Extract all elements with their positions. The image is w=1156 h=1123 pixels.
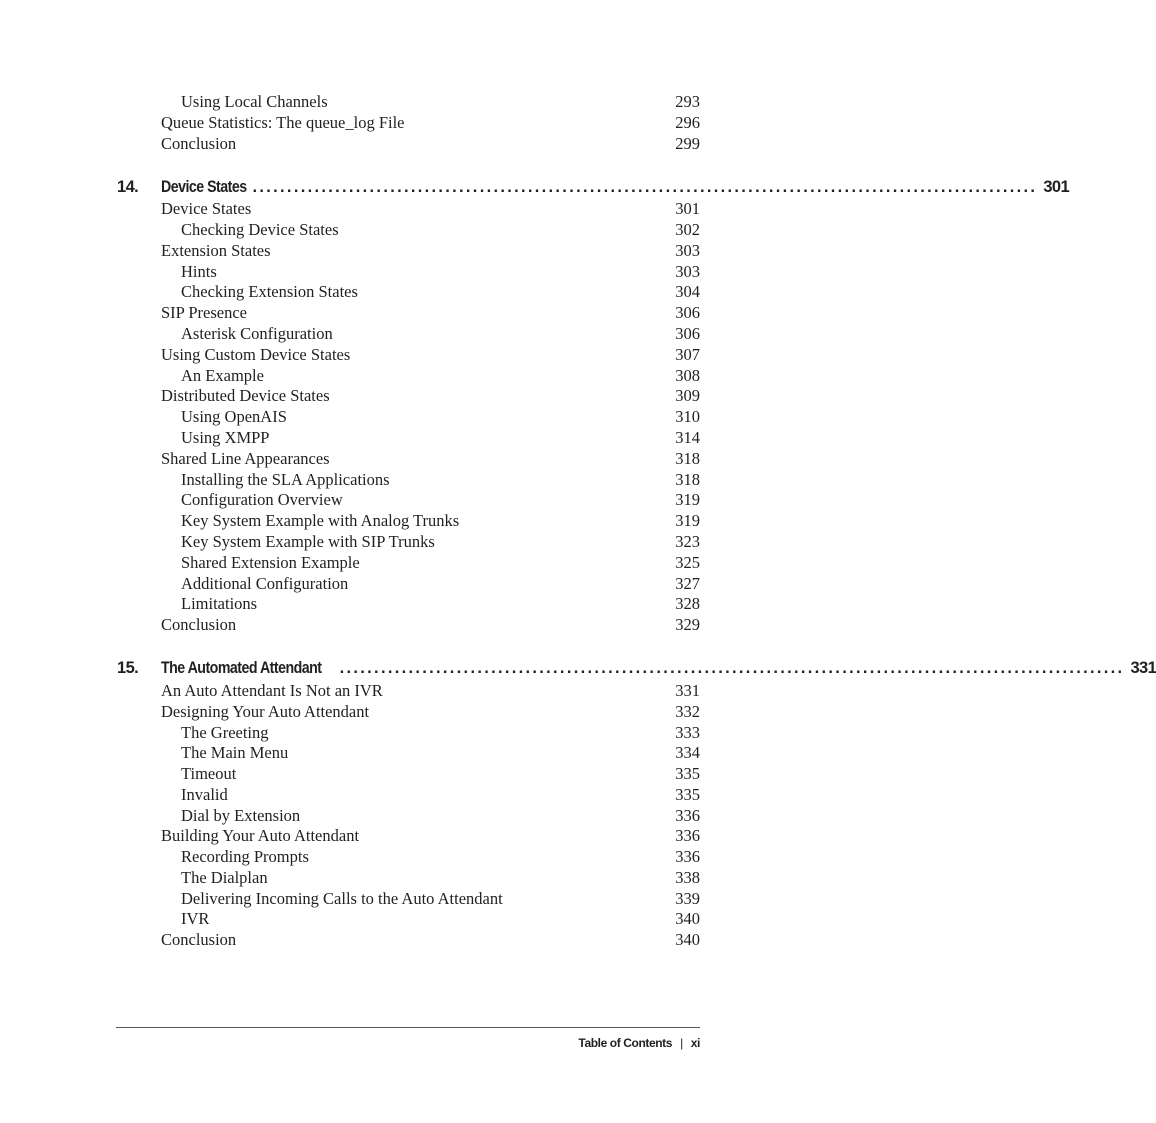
toc-entry-page: 338 [675,868,700,887]
toc-entry-title: An Auto Attendant Is Not an IVR [161,681,383,700]
toc-entry-page: 296 [675,113,700,132]
toc-entry-page: 309 [675,386,700,405]
toc-entry-title: The Greeting [181,723,269,742]
toc-entry-title: Configuration Overview [181,490,343,509]
toc-entry [0,448,816,469]
chapter-number: 14. [117,178,139,196]
toc-entry-page: 323 [675,532,700,551]
chapter-page: 331 [1130,659,1156,677]
toc-entry-page: 332 [675,702,700,721]
toc-entry-title: Checking Extension States [181,282,358,301]
toc-entry-title: Queue Statistics: The queue_log File [161,113,405,132]
toc-entry [0,701,816,722]
footer-label: Table of Contents [578,1036,673,1050]
toc-entry [0,531,816,552]
toc-entry-title: Conclusion [161,134,237,153]
chapter-number: 15. [117,659,139,677]
toc-entry [0,302,816,323]
footer-separator: | [680,1036,683,1050]
toc-entry [0,344,816,365]
toc-entry-page: 331 [675,681,700,700]
toc-entry-page: 310 [675,407,700,426]
toc-entry-page: 299 [675,134,700,153]
page-footer [578,1034,700,1052]
toc-entry-title: Using Local Channels [181,92,328,111]
toc-entry [0,261,816,282]
toc-entry [0,469,816,490]
toc-entry-page: 319 [675,490,700,509]
toc-entry-title: Using OpenAIS [181,407,287,426]
toc-entry-title: Building Your Auto Attendant [161,826,360,845]
toc-entry-title: Asterisk Configuration [181,324,333,343]
toc-entry-page: 306 [675,303,700,322]
toc-entry-page: 319 [675,511,700,530]
footer-page-number: xi [690,1036,700,1050]
toc-entry-title: Hints [181,262,217,281]
toc-entry-title: An Example [181,366,264,385]
toc-entry-title: Dial by Extension [181,806,301,825]
toc-entry-page: 335 [675,785,700,804]
toc-entry [0,281,816,302]
toc-entry-title: IVR [181,909,210,928]
toc-entry [0,133,816,154]
toc-entry-page: 340 [675,909,700,928]
toc-entry-page: 328 [675,594,700,613]
toc-entry-page: 308 [675,366,700,385]
toc-entry [0,593,816,614]
toc-entry [0,680,816,701]
toc-entry-title: The Dialplan [181,868,268,887]
toc-entry-page: 307 [675,345,700,364]
toc-entry-title: Additional Configuration [181,574,349,593]
toc-entry-page: 304 [675,282,700,301]
toc-entry [0,908,816,929]
chapter-page: 301 [1043,178,1070,196]
toc-entry-title: Key System Example with SIP Trunks [181,532,435,551]
toc-entry [0,929,816,950]
toc-entry [0,846,816,867]
toc-entry-title: Key System Example with Analog Trunks [181,511,460,530]
toc-entry [0,614,816,635]
dot-leader: .................................................................................................................. [339,659,1125,677]
toc-entry [0,763,816,784]
toc-entry-title: Extension States [161,241,271,260]
toc-entry [0,406,816,427]
toc-entry-title: Shared Line Appearances [161,449,330,468]
toc-entry-title: Checking Device States [181,220,339,239]
toc-entry-page: 302 [675,220,700,239]
toc-entry-page: 318 [675,449,700,468]
toc-entry-title: Delivering Incoming Calls to the Auto Attendant [181,889,503,908]
toc-entry [0,240,816,261]
toc-entry-title: Conclusion [161,930,237,949]
toc-entry-page: 333 [675,723,700,742]
toc-entry [0,112,816,133]
toc-entry-page: 336 [675,847,700,866]
toc-entry-page: 339 [675,889,700,908]
toc-entry [0,825,816,846]
toc-entry-title: Limitations [181,594,258,613]
toc-entry [0,742,816,763]
toc-entry-title: Invalid [181,785,228,804]
toc-entry-page: 314 [675,428,700,447]
toc-entry-page: 334 [675,743,700,762]
toc-entry [0,427,816,448]
toc-entry [0,867,816,888]
toc-entry [0,510,816,531]
toc-entry [0,198,816,219]
toc-entry-title: Timeout [181,764,237,783]
toc-entry-page: 301 [675,199,700,218]
toc-entry [0,219,816,240]
toc-entry-page: 327 [675,574,700,593]
toc-entry-title: Distributed Device States [161,386,330,405]
toc-entry-title: Device States [161,199,252,218]
toc-entry [0,888,816,909]
toc-entry-page: 303 [675,262,700,281]
toc-entry-page: 303 [675,241,700,260]
toc-entry-title: Recording Prompts [181,847,309,866]
chapter-15-heading [0,656,1156,680]
dot-leader: .................................................................................................................. [252,178,1038,196]
toc-entry [0,489,816,510]
toc-entry-title: Using Custom Device States [161,345,351,364]
toc-entry [0,323,816,344]
toc-entry-page: 329 [675,615,700,634]
chapter-14-heading [0,175,1070,199]
toc-entry-title: SIP Presence [161,303,247,322]
toc-entry-title: Using XMPP [181,428,270,447]
toc-entry-title: Installing the SLA Applications [181,470,390,489]
toc-entry-title: Conclusion [161,615,237,634]
toc-entry-page: 306 [675,324,700,343]
toc-entry [0,573,816,594]
toc-entry-page: 335 [675,764,700,783]
toc-entry-title: Shared Extension Example [181,553,360,572]
toc-entry [0,552,816,573]
toc-entry [0,91,816,112]
chapter-title: Device States [161,178,247,196]
toc-entry [0,784,816,805]
toc-entry [0,805,816,826]
toc-entry [0,722,816,743]
toc-entry-title: Designing Your Auto Attendant [161,702,370,721]
chapter-title: The Automated Attendant [161,659,322,677]
toc-entry-page: 336 [675,826,700,845]
toc-entry-page: 340 [675,930,700,949]
toc-entry-title: The Main Menu [181,743,289,762]
toc-entry [0,385,816,406]
toc-entry-page: 318 [675,470,700,489]
toc-entry-page: 293 [675,92,700,111]
footer-rule [116,1027,700,1028]
toc-entry [0,365,816,386]
toc-entry-page: 336 [675,806,700,825]
toc-entry-page: 325 [675,553,700,572]
